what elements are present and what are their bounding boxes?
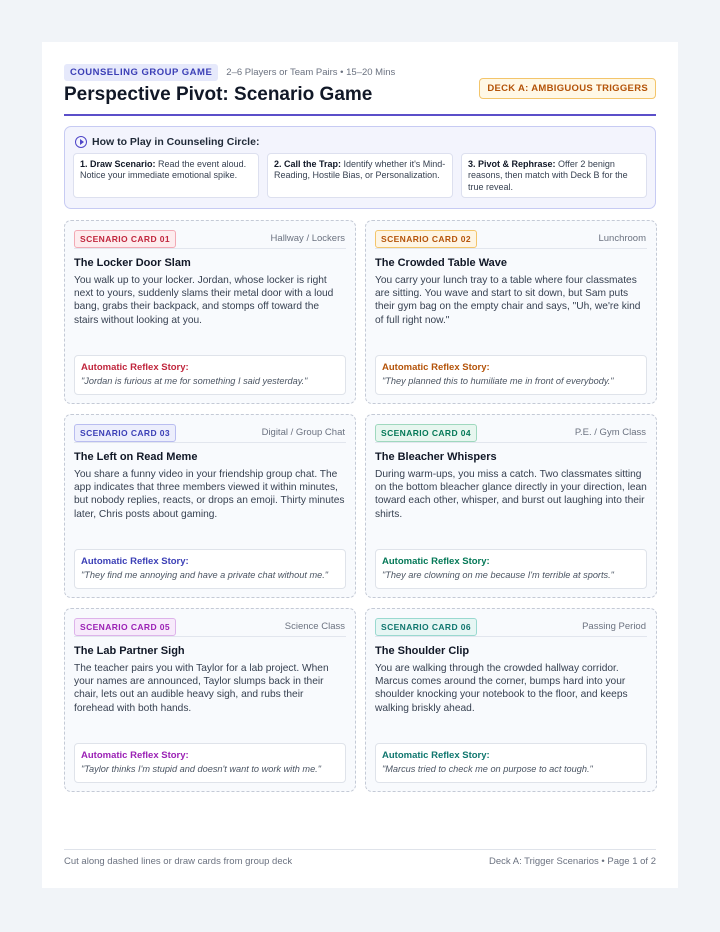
card-tag: SCENARIO CARD 05 [74, 618, 176, 636]
card-text: The teacher pairs you with Taylor for a lab project. When your names are announced, Taylor slumps back in their chair, lets out an audible heavy sigh, and rubs their forehead with both hands. [74, 663, 329, 714]
scenario-card-03[interactable] [64, 414, 356, 598]
card-tag: SCENARIO CARD 04 [375, 424, 477, 442]
card-divider [375, 248, 647, 249]
reflex-label: Automatic Reflex Story: [81, 556, 189, 567]
players-duration: 2–6 Players or Team Pairs • 15–20 Mins [226, 67, 396, 78]
footer-instructions: Cut along dashed lines or draw cards from group deck [64, 856, 293, 867]
reflex-quote: "They planned this to humiliate me in front of everybody." [382, 376, 614, 386]
header-meta [64, 64, 395, 81]
reflex-quote: "Jordan is furious at me for something I said yesterday." [81, 376, 308, 386]
card-title: The Crowded Table Wave [375, 257, 508, 269]
step-3-label: 3. Pivot & Rephrase: [468, 159, 556, 169]
card-tag: SCENARIO CARD 06 [375, 618, 477, 636]
step-3-text: Offer 2 benign reasons, then match with Deck B for the true reveal. [468, 159, 628, 192]
step-2-label: 2. Call the Trap: [274, 159, 342, 169]
card-divider [74, 442, 346, 443]
footer-page-info: Deck A: Trigger Scenarios • Page 1 of 2 [488, 856, 656, 867]
reflex-label: Automatic Reflex Story: [382, 362, 490, 373]
title-divider [64, 114, 656, 116]
card-title: The Locker Door Slam [74, 257, 191, 269]
step-1 [73, 153, 259, 198]
card-location: P.E. / Gym Class [574, 427, 646, 438]
footer-divider [64, 849, 656, 850]
step-1-label: 1. Draw Scenario: [80, 159, 156, 169]
reflex-story-box [74, 549, 346, 589]
card-location: Passing Period [582, 621, 646, 632]
how-to-play-heading [75, 136, 259, 148]
card-location: Lunchroom [598, 233, 646, 244]
reflex-label: Automatic Reflex Story: [382, 750, 490, 761]
card-text: You are walking through the crowded hallway corridor. Marcus comes around the corner, bumps hard into your shoulder knocking your notebook to the floor, and keeps walking briskly ahead. [375, 663, 628, 714]
scenario-card-06[interactable] [365, 608, 657, 792]
step-1-text: Read the event aloud. Notice your immediate emotional spike. [80, 159, 247, 181]
step-2-text: Identify whether it's Mind-Reading, Hostile Bias, or Personalization. [274, 159, 446, 181]
card-title: The Lab Partner Sigh [74, 645, 185, 657]
card-title: The Left on Read Meme [74, 451, 198, 463]
card-text: You walk up to your locker. Jordan, whose locker is right next to yours, suddenly slams their metal door with a loud bang, grabs their backpack, and stomps off toward the stairs without looking at you. [74, 275, 334, 326]
step-3 [461, 153, 647, 198]
how-to-play-box [64, 126, 656, 209]
card-title: The Shoulder Clip [375, 645, 470, 657]
play-circle-icon [75, 136, 87, 148]
card-location: Science Class [284, 621, 345, 632]
worksheet-page [42, 42, 678, 888]
page-title: Perspective Pivot: Scenario Game [64, 84, 373, 105]
card-divider [375, 442, 647, 443]
reflex-story-box [74, 743, 346, 783]
card-text: You share a funny video in your friendship group chat. The app indicates that three members viewed it within minutes, but nobody replies, reacts, or drops an emoji. Thirty minutes later, Chris posts about gaming. [74, 469, 345, 520]
reflex-quote: "They are clowning on me because I'm terrible at sports." [382, 570, 614, 580]
scenario-card-02[interactable] [365, 220, 657, 404]
reflex-story-box [375, 743, 647, 783]
game-kicker-badge: COUNSELING GROUP GAME [64, 64, 218, 81]
reflex-label: Automatic Reflex Story: [81, 362, 189, 373]
how-to-play-title: How to Play in Counseling Circle: [92, 136, 260, 148]
reflex-label: Automatic Reflex Story: [81, 750, 189, 761]
card-text: You carry your lunch tray to a table where four classmates are sitting. You wave and start to sit down, but Sam puts their gym bag on the empty chair and says, "Uh, we're kind of full right now." [375, 275, 641, 326]
deck-badge: DECK A: AMBIGUOUS TRIGGERS [479, 78, 656, 99]
scenario-card-04[interactable] [365, 414, 657, 598]
card-tag: SCENARIO CARD 02 [375, 230, 477, 248]
scenario-card-05[interactable] [64, 608, 356, 792]
reflex-story-box [375, 355, 647, 395]
step-2 [267, 153, 453, 198]
steps-row [73, 153, 647, 198]
reflex-story-box [74, 355, 346, 395]
scenario-card-01[interactable] [64, 220, 356, 404]
card-divider [74, 248, 346, 249]
card-location: Digital / Group Chat [261, 427, 345, 438]
reflex-story-box [375, 549, 647, 589]
card-text: During warm-ups, you miss a catch. Two classmates sitting on the bottom bleacher glance directly in your direction, lean toward each other, whisper, and burst out laughing into their shirts. [375, 469, 647, 520]
reflex-quote: "Taylor thinks I'm stupid and doesn't want to work with me." [81, 764, 321, 774]
card-divider [74, 636, 346, 637]
card-location: Hallway / Lockers [270, 233, 345, 244]
card-tag: SCENARIO CARD 03 [74, 424, 176, 442]
reflex-label: Automatic Reflex Story: [382, 556, 490, 567]
card-title: The Bleacher Whispers [375, 451, 497, 463]
card-divider [375, 636, 647, 637]
card-tag: SCENARIO CARD 01 [74, 230, 176, 248]
reflex-quote: "Marcus tried to check me on purpose to act tough." [382, 764, 593, 774]
reflex-quote: "They find me annoying and have a private chat without me." [81, 570, 329, 580]
